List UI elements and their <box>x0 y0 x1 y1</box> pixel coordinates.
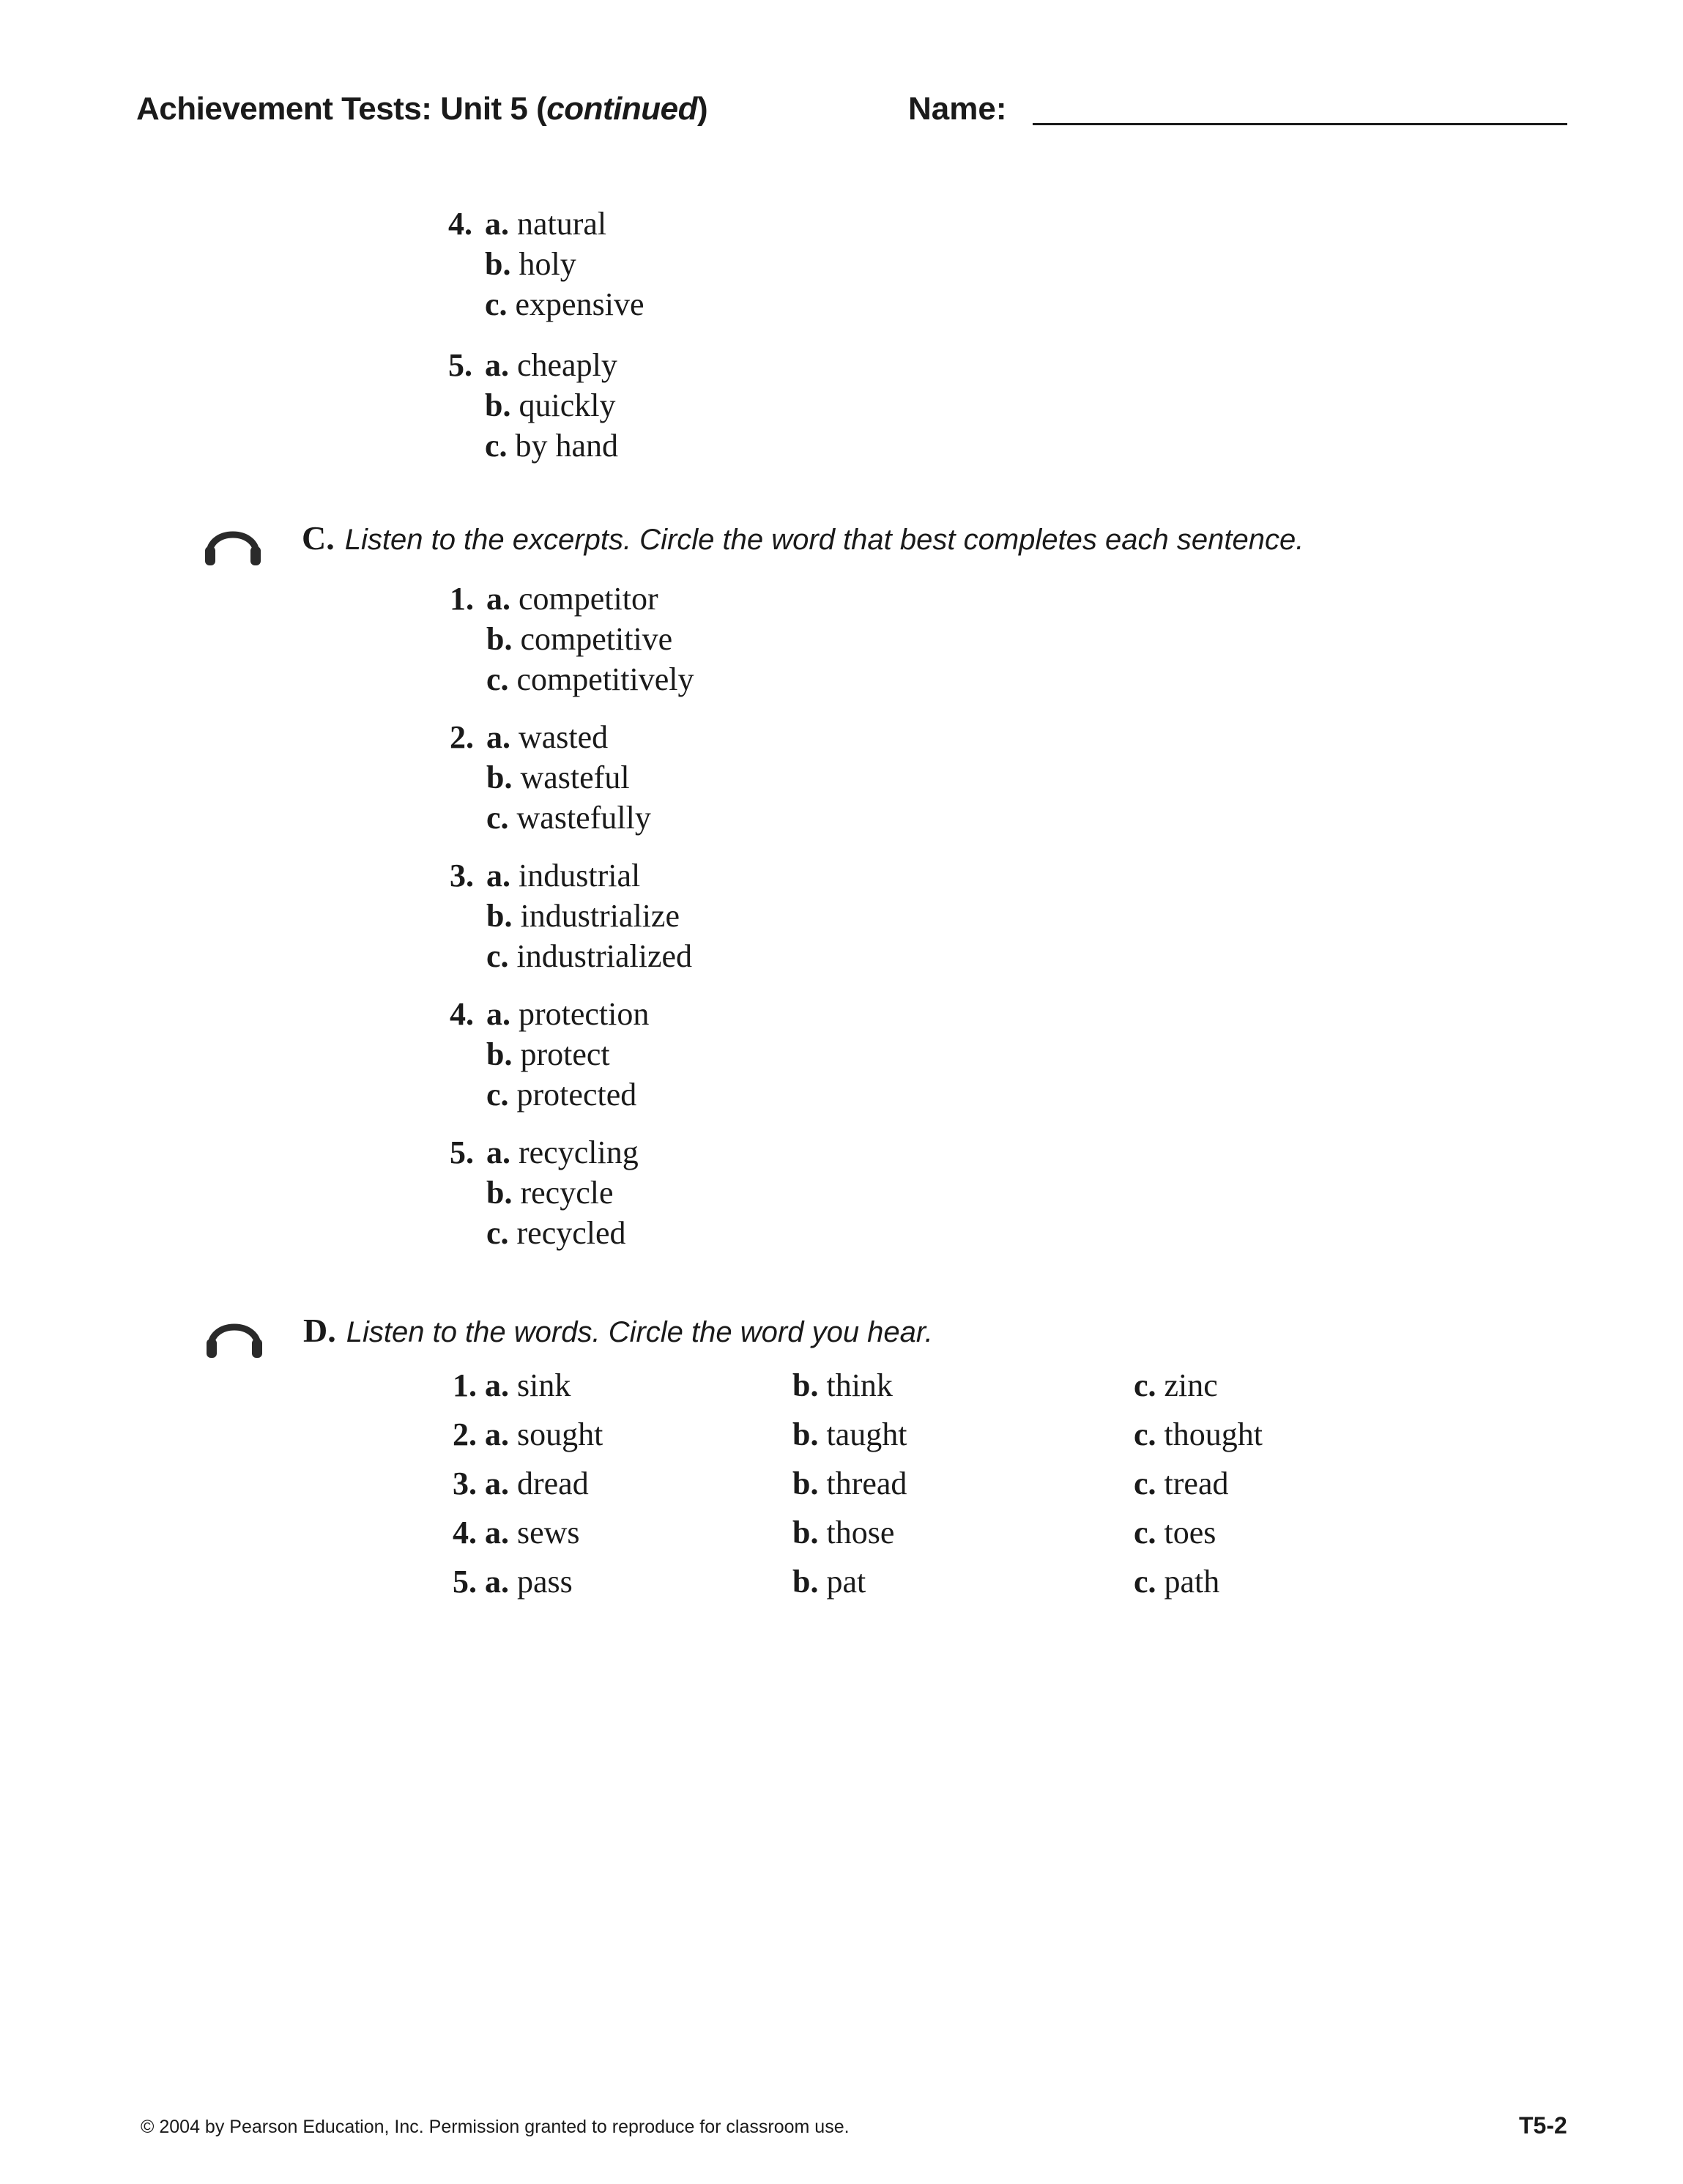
option-text: protection <box>519 996 650 1032</box>
answer-option[interactable] <box>448 244 644 284</box>
answer-option[interactable] <box>453 1465 589 1502</box>
option-text: path <box>1164 1564 1220 1600</box>
option-text: industrial <box>519 858 641 894</box>
section-c-heading <box>302 519 1304 557</box>
answer-option[interactable] <box>450 798 694 838</box>
option-letter: c. <box>1134 1564 1156 1600</box>
answer-option[interactable] <box>792 1563 866 1600</box>
option-text: competitively <box>516 661 694 697</box>
option-letter: c. <box>1134 1515 1156 1550</box>
option-letter: a. <box>485 1515 509 1550</box>
option-letter: c. <box>1134 1416 1156 1452</box>
option-text: industrialize <box>520 898 680 934</box>
answer-option[interactable] <box>450 717 694 757</box>
option-text: pat <box>826 1564 866 1600</box>
name-field-line[interactable] <box>1033 123 1567 125</box>
option-letter: a. <box>486 1134 510 1170</box>
answer-option[interactable] <box>450 579 694 619</box>
option-letter: a. <box>486 581 510 617</box>
headphones-icon <box>202 513 264 568</box>
question-number: 3. <box>453 1466 477 1501</box>
option-text: wasted <box>519 719 609 755</box>
option-text: holy <box>519 246 576 282</box>
answer-option[interactable] <box>450 659 694 699</box>
option-letter: b. <box>485 246 511 282</box>
option-text: expensive <box>515 286 644 322</box>
question-block <box>450 579 694 699</box>
option-text: wastefully <box>516 800 651 836</box>
name-label: Name: <box>908 91 1007 127</box>
option-letter: b. <box>486 759 513 795</box>
option-letter: c. <box>1134 1367 1156 1403</box>
answer-option[interactable] <box>448 284 644 324</box>
section-d-instruction: Listen to the words. Circle the word you hear. <box>346 1316 933 1348</box>
answer-option[interactable] <box>453 1367 571 1404</box>
option-letter: b. <box>792 1416 819 1452</box>
option-letter: a. <box>485 1367 509 1403</box>
answer-option[interactable] <box>792 1416 907 1453</box>
question-block <box>448 204 644 324</box>
answer-option[interactable] <box>453 1416 603 1453</box>
option-letter: b. <box>485 387 511 423</box>
question-number: 5. <box>450 1134 474 1170</box>
answer-option[interactable] <box>1134 1416 1263 1453</box>
option-letter: b. <box>486 621 513 657</box>
answer-option[interactable] <box>1134 1367 1218 1404</box>
question-block <box>448 345 644 466</box>
answer-option[interactable] <box>450 896 694 936</box>
option-text: recycled <box>516 1215 626 1251</box>
answer-option[interactable] <box>1134 1465 1228 1502</box>
option-text: sought <box>517 1416 603 1452</box>
option-text: protected <box>516 1077 637 1113</box>
question-block <box>450 994 694 1115</box>
option-text: natural <box>517 206 607 242</box>
answer-option[interactable] <box>450 1213 694 1253</box>
answer-option[interactable] <box>450 936 694 976</box>
answer-option[interactable] <box>450 1132 694 1173</box>
option-letter: a. <box>485 347 509 383</box>
answer-option[interactable] <box>1134 1563 1219 1600</box>
question-number: 2. <box>453 1416 477 1452</box>
option-letter: a. <box>485 1416 509 1452</box>
option-text: those <box>826 1515 895 1550</box>
option-text: cheaply <box>517 347 617 383</box>
question-number: 4. <box>450 996 474 1032</box>
answer-option[interactable] <box>450 757 694 798</box>
page-number: T5-2 <box>1519 2112 1567 2139</box>
question-block <box>450 717 694 838</box>
answer-option[interactable] <box>1134 1514 1216 1551</box>
question-number: 1. <box>450 581 474 617</box>
option-letter: b. <box>486 898 513 934</box>
option-text: pass <box>517 1564 573 1600</box>
answer-option[interactable] <box>448 426 644 466</box>
answer-option[interactable] <box>450 1034 694 1074</box>
option-text: thread <box>826 1466 907 1501</box>
option-text: competitor <box>519 581 658 617</box>
question-number: 5. <box>448 347 472 383</box>
option-text: sews <box>517 1515 580 1550</box>
option-letter: b. <box>792 1564 819 1600</box>
option-letter: a. <box>485 206 509 242</box>
answer-option[interactable] <box>453 1514 580 1551</box>
option-letter: c. <box>1134 1466 1156 1501</box>
option-text: industrialized <box>516 938 693 974</box>
option-letter: c. <box>486 661 509 697</box>
answer-option[interactable] <box>453 1563 573 1600</box>
option-letter: a. <box>485 1564 509 1600</box>
option-letter: c. <box>486 1215 509 1251</box>
question-number: 2. <box>450 719 474 755</box>
option-letter: b. <box>792 1515 819 1550</box>
section-c-instruction: Listen to the excerpts. Circle the word that best completes each sentence. <box>344 524 1304 556</box>
option-text: zinc <box>1164 1367 1218 1403</box>
option-text: dread <box>517 1466 589 1501</box>
answer-option[interactable] <box>792 1514 894 1551</box>
page-title: Achievement Tests: Unit 5 (continued) <box>136 91 708 127</box>
section-c-questions <box>450 579 694 1253</box>
question-block <box>450 1132 694 1253</box>
answer-option[interactable] <box>450 994 694 1034</box>
option-letter: b. <box>486 1036 513 1072</box>
option-letter: c. <box>486 938 509 974</box>
option-letter: b. <box>486 1175 513 1211</box>
option-text: tread <box>1164 1466 1229 1501</box>
option-letter: a. <box>486 996 510 1032</box>
option-text: competitive <box>520 621 673 657</box>
question-number: 1. <box>453 1367 477 1403</box>
section-b-questions <box>448 204 644 466</box>
option-text: quickly <box>519 387 616 423</box>
option-letter: c. <box>485 428 508 464</box>
section-d-heading <box>303 1311 933 1350</box>
answer-option[interactable] <box>450 619 694 659</box>
option-text: thought <box>1164 1416 1263 1452</box>
option-letter: b. <box>792 1367 819 1403</box>
question-number: 4. <box>453 1515 477 1550</box>
question-block <box>450 855 694 976</box>
copyright-footer: © 2004 by Pearson Education, Inc. Permission granted to reproduce for classroom use. <box>141 2117 850 2137</box>
headphones-icon <box>204 1305 265 1361</box>
question-number: 3. <box>450 858 474 894</box>
answer-option[interactable] <box>448 385 644 426</box>
option-text: toes <box>1164 1515 1216 1550</box>
option-text: recycle <box>520 1175 614 1211</box>
option-letter: a. <box>486 858 510 894</box>
answer-option[interactable] <box>450 855 694 896</box>
answer-option[interactable] <box>792 1367 893 1404</box>
option-letter: c. <box>486 1077 509 1113</box>
option-text: protect <box>520 1036 610 1072</box>
question-number: 4. <box>448 206 472 242</box>
option-letter: b. <box>792 1466 819 1501</box>
option-letter: c. <box>485 286 508 322</box>
answer-option[interactable] <box>450 1173 694 1213</box>
section-c-letter: C. <box>302 519 335 557</box>
answer-option[interactable] <box>792 1465 907 1502</box>
answer-option[interactable] <box>450 1074 694 1115</box>
option-text: taught <box>826 1416 907 1452</box>
option-text: think <box>826 1367 893 1403</box>
section-d-letter: D. <box>303 1312 336 1349</box>
option-letter: c. <box>486 800 509 836</box>
option-text: wasteful <box>520 759 630 795</box>
answer-option[interactable] <box>448 204 644 244</box>
option-text: recycling <box>519 1134 639 1170</box>
question-number: 5. <box>453 1564 477 1600</box>
option-letter: a. <box>485 1466 509 1501</box>
option-text: by hand <box>515 428 619 464</box>
option-text: sink <box>517 1367 571 1403</box>
option-letter: a. <box>486 719 510 755</box>
answer-option[interactable] <box>448 345 644 385</box>
